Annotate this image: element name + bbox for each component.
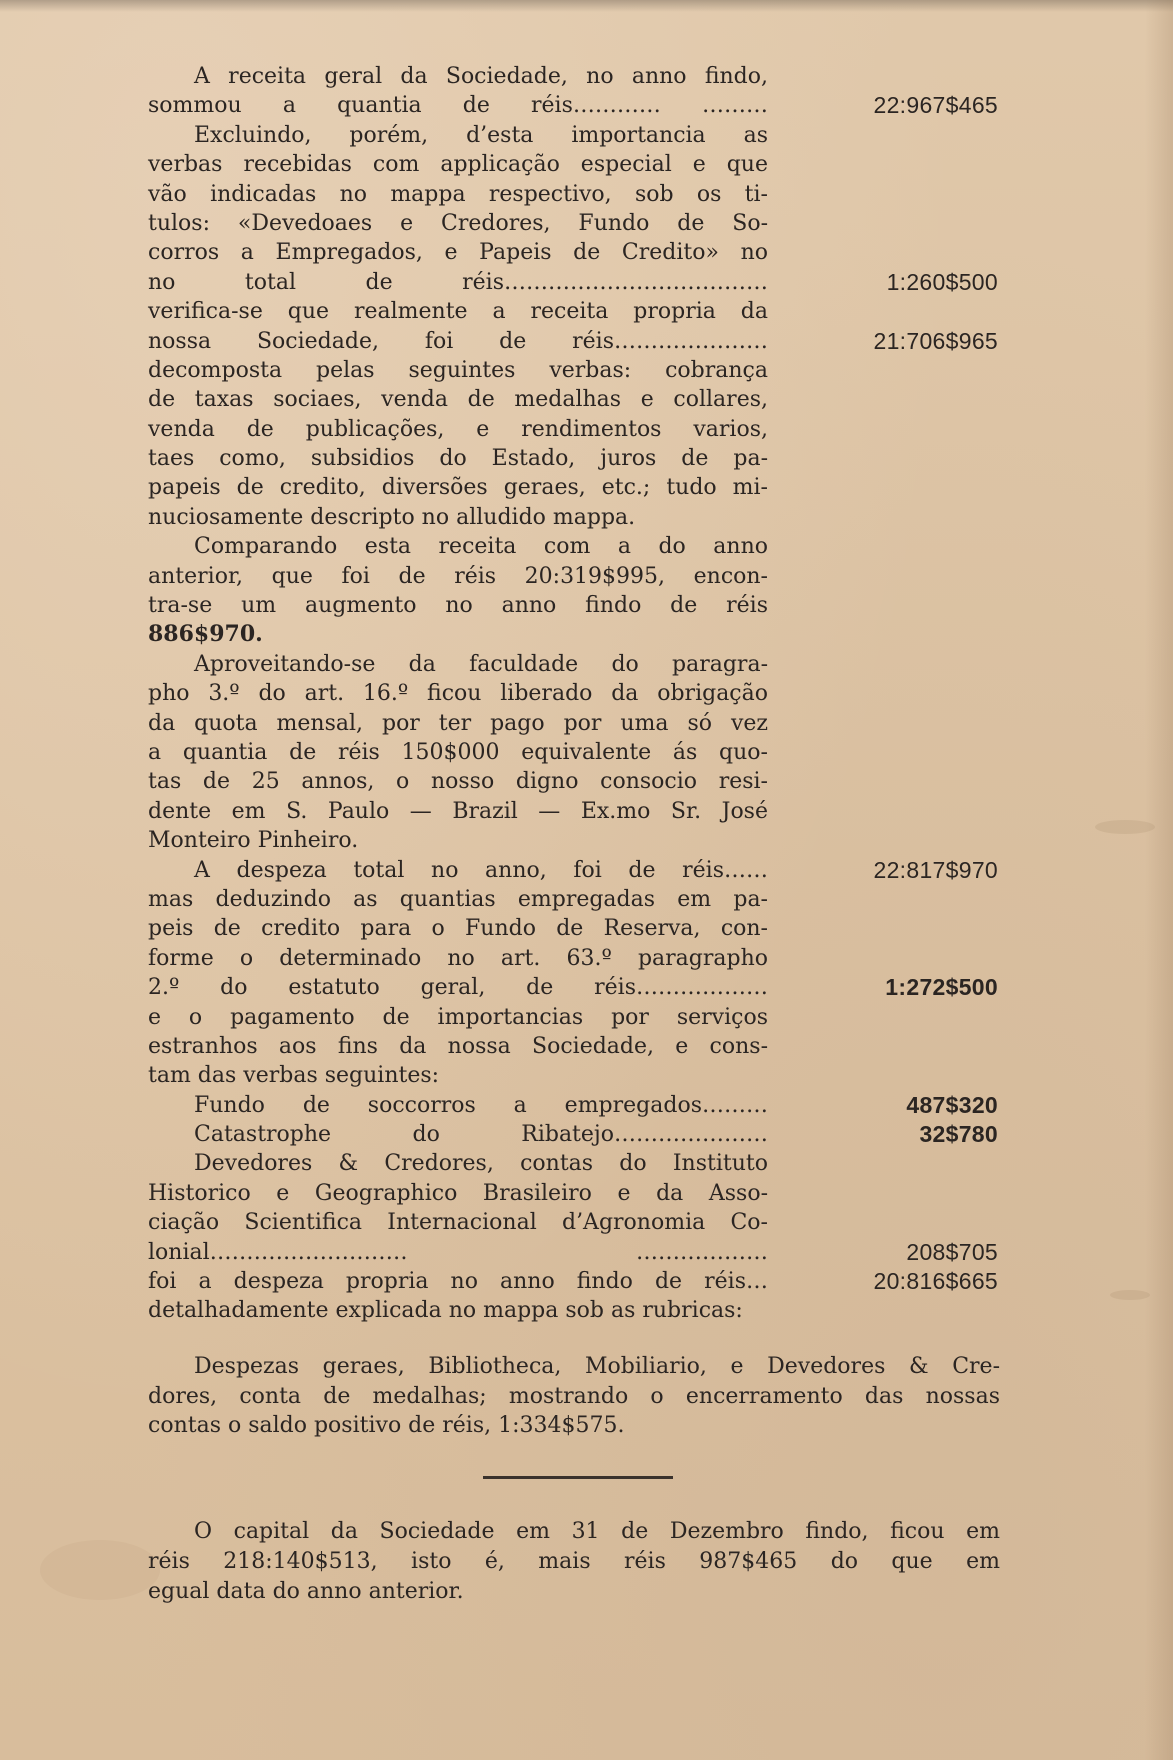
ledger-row [148, 1149, 1018, 1178]
ledger-text: decomposta pelas seguintes verbas: cobrança [148, 357, 768, 383]
paragraph-line: contas o saldo positivo de réis, 1:334$575. [148, 1413, 625, 1438]
ledger-row [148, 1091, 1018, 1120]
ledger-text: A receita geral da Sociedade, no anno findo, [194, 64, 768, 89]
ledger-row [148, 856, 1018, 885]
ledger-text: vão indicadas no mappa respectivo, sob os ti- [148, 181, 768, 207]
ledger-text: forme o determinado no art. 63.º paragrapho [148, 945, 768, 971]
ledger-row [148, 1208, 1018, 1237]
ledger-row [148, 1120, 1018, 1149]
ledger-row [148, 738, 1018, 767]
ledger-row [148, 121, 1018, 150]
ledger-amount: 208$705 [906, 1238, 998, 1265]
ledger-row [148, 91, 1018, 120]
paragraph-line: dores, conta de medalhas; mostrando o encerramento das nossas [148, 1383, 1000, 1409]
ledger-row [148, 209, 1018, 238]
ledger-row [148, 709, 1018, 738]
ledger-amount: 22:817$970 [873, 856, 998, 883]
torn-top-edge [0, 0, 1173, 12]
ledger-text: detalhadamente explicada no mappa sob as rubricas: [148, 1298, 743, 1324]
ledger-text: dente em S. Paulo — Brazil — Ex.mo Sr. José [148, 798, 768, 824]
ledger-text: Monteiro Pinheiro. [148, 828, 359, 854]
ledger-row [148, 826, 1018, 855]
ledger-row [148, 797, 1018, 826]
ledger-text: taes como, subsidios do Estado, juros de pa- [148, 446, 768, 472]
ledger-text: estranhos aos fins da nossa Sociedade, e cons- [148, 1033, 768, 1059]
ledger-text: tam das verbas seguintes: [148, 1063, 440, 1089]
ledger-amount: 1:260$500 [886, 268, 998, 295]
ledger-text: corros a Empregados, e Papeis de Credito» no [148, 240, 768, 266]
ledger-amount: 22:967$465 [873, 92, 998, 119]
ledger-row [148, 444, 1018, 473]
ledger-amount: 1:272$500 [885, 974, 998, 1001]
ledger-text: e o pagamento de importancias por serviços [148, 1004, 768, 1030]
ledger-amount: 20:816$665 [873, 1268, 998, 1295]
ledger-text: foi a despeza propria no anno findo de réis… [148, 1269, 768, 1295]
ledger-row [148, 503, 1018, 532]
ledger-row [148, 1003, 1018, 1032]
ledger-text: ciação Scientifica Internacional d’Agronomia Co- [148, 1210, 768, 1236]
ledger-text: verbas recebidas com applicação especial e que [148, 152, 768, 178]
ledger-text: lonial……………………… ……………… [148, 1239, 768, 1265]
ledger-text: venda de publicações, e rendimentos varios, [148, 416, 768, 442]
ledger-row [148, 650, 1018, 679]
ledger-text: 2.º do estatuto geral, de réis……………… [148, 975, 768, 1001]
ledger-text: Devedores & Credores, contas do Instituto [194, 1151, 768, 1177]
ledger-row [148, 885, 1018, 914]
ledger-row [148, 268, 1018, 297]
section-divider [483, 1476, 673, 1479]
ledger-row [148, 1267, 1018, 1296]
ledger-row [148, 562, 1018, 591]
ledger-text: Aproveitando-se da faculdade do paragra- [194, 651, 768, 677]
ledger-amount: 21:706$965 [873, 327, 998, 354]
ledger-text: no total de réis……………………………… [148, 269, 768, 295]
ledger-row [148, 327, 1018, 356]
ledger-text: da quota mensal, por ter pago por uma só vez [148, 710, 768, 736]
ledger-row [148, 62, 1018, 91]
paper-stain [40, 1540, 160, 1600]
ledger-row [148, 180, 1018, 209]
ledger-text: tulos: «Devedoaes e Credores, Fundo de So- [148, 210, 768, 236]
ledger-text: Excluindo, porém, d’esta importancia as [194, 122, 768, 148]
ledger-text: 886$970. [148, 621, 263, 648]
ledger-amount: 487$320 [906, 1091, 998, 1118]
ledger-row [148, 385, 1018, 414]
ledger-row [148, 591, 1018, 620]
ledger-text: Catastrophe do Ribatejo………………… [194, 1122, 768, 1148]
paragraph-line: Despezas geraes, Bibliotheca, Mobiliario, e Devedores & Cre- [194, 1354, 1000, 1379]
ledger-text: mas deduzindo as quantias empregadas em pa- [148, 886, 768, 912]
ledger-row [148, 532, 1018, 561]
ledger-row [148, 238, 1018, 267]
expenses-paragraph [148, 1352, 1000, 1441]
ledger-text: peis de credito para o Fundo de Reserva, con- [148, 916, 768, 942]
ledger-text: tas de 25 annos, o nosso digno consocio resi- [148, 769, 768, 795]
paper-stain [1095, 820, 1155, 834]
ledger-row [148, 679, 1018, 708]
ledger-row [148, 150, 1018, 179]
ledger-text: tra-se um augmento no anno findo de réis [148, 593, 768, 619]
ledger-text: de taxas sociaes, venda de medalhas e collares, [148, 387, 768, 413]
ledger-text: a quantia de réis 150$000 equivalente ás quo- [148, 739, 768, 765]
paragraph-line: egual data do anno anterior. [148, 1579, 464, 1604]
ledger-text: anterior, que foi de réis 20:319$995, encon- [148, 563, 768, 589]
ledger-row [148, 356, 1018, 385]
ledger-text: nuciosamente descripto no alludido mappa. [148, 504, 636, 530]
ledger-row [148, 1179, 1018, 1208]
ledger-text: sommou a quantia de réis………… ……… [148, 93, 768, 119]
ledger-row [148, 415, 1018, 444]
ledger-row [148, 1238, 1018, 1267]
ledger-text: A despeza total no anno, foi de réis…… [194, 857, 768, 883]
paragraph-line: O capital da Sociedade em 31 de Dezembro findo, ficou em [194, 1519, 1000, 1544]
capital-paragraph [148, 1517, 1000, 1607]
ledger-text: verifica-se que realmente a receita propria da [148, 299, 768, 325]
ledger-row [148, 297, 1018, 326]
ledger-amount: 32$780 [919, 1121, 998, 1148]
financial-report-ledger [148, 62, 1018, 1326]
ledger-row [148, 1296, 1018, 1325]
ledger-row [148, 620, 1018, 649]
ledger-text: pho 3.º do art. 16.º ficou liberado da obrigação [148, 681, 768, 707]
ledger-row [148, 1061, 1018, 1090]
paragraph-line: réis 218:140$513, isto é, mais réis 987$465 do que em [148, 1549, 1000, 1574]
ledger-text: Comparando esta receita com a do anno [194, 534, 768, 560]
ledger-row [148, 473, 1018, 502]
ledger-text: Historico e Geographico Brasileiro e da Asso- [148, 1180, 768, 1206]
ledger-text: papeis de credito, diversões geraes, etc.; tudo mi- [148, 475, 768, 501]
ledger-row [148, 944, 1018, 973]
ledger-row [148, 767, 1018, 796]
ledger-row [148, 1032, 1018, 1061]
ledger-row [148, 973, 1018, 1002]
paper-stain [1110, 1290, 1150, 1300]
ledger-row [148, 914, 1018, 943]
ledger-text: Fundo de soccorros a empregados……… [194, 1092, 768, 1118]
ledger-text: nossa Sociedade, foi de réis………………… [148, 328, 768, 354]
page-edge-shadow [1145, 0, 1173, 1760]
